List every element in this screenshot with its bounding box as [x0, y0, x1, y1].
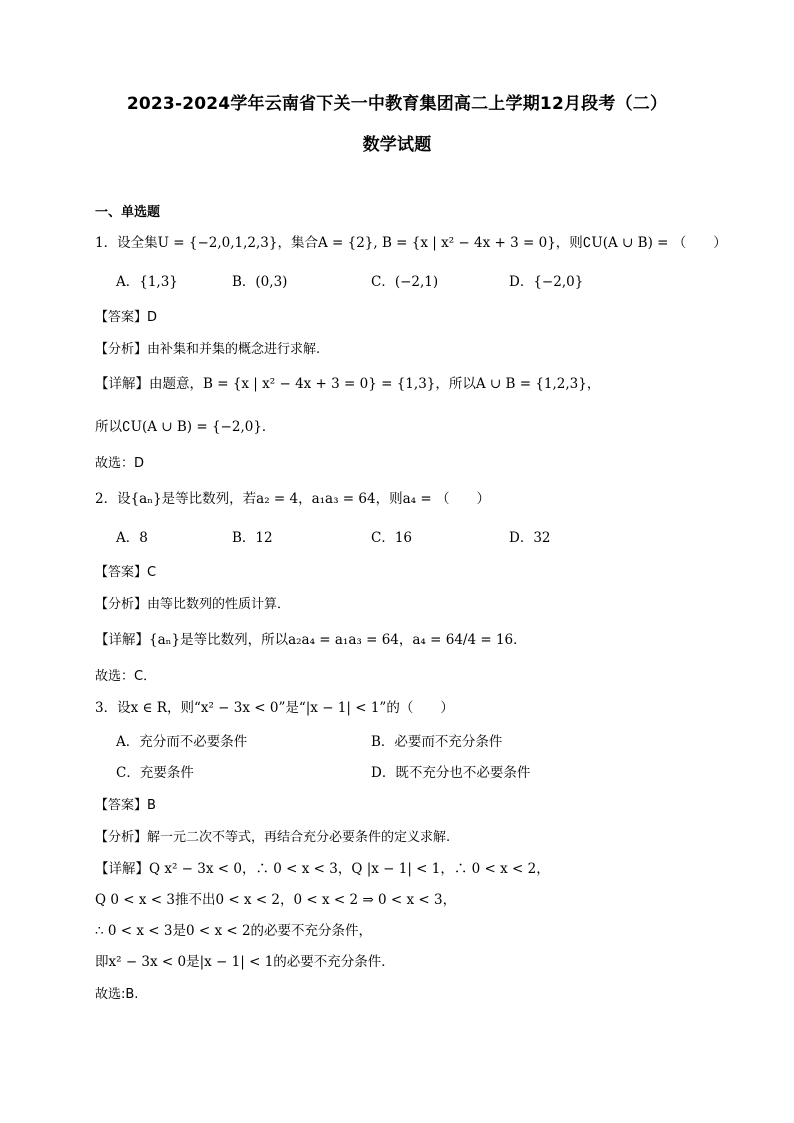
- q3-option-d: D．既不充分也不必要条件: [371, 765, 531, 781]
- section-heading: 一、单选题: [95, 205, 161, 220]
- q2-option-d: D．32: [509, 530, 551, 546]
- q1-detail-line-1: 【详解】由题意，B = {x | x² − 4x + 3 = 0} = {1,3}，所以A ∪ B = {1,2,3}，: [95, 376, 601, 392]
- q1-option-a: A．{1,3}: [116, 274, 178, 290]
- q2-option-a: A．8: [116, 530, 148, 546]
- q1-choice: 故选：D: [95, 456, 145, 471]
- q1-option-b: B．(0,3): [232, 274, 288, 290]
- q3-option-a: A．充分而不必要条件: [116, 734, 248, 750]
- q2-analysis: 【分析】由等比数列的性质计算．: [95, 597, 291, 612]
- exam-title: 2023-2024学年云南省下关一中教育集团高二上学期12月段考（二）: [126, 94, 668, 114]
- q1-option-d: D．{−2,0}: [509, 274, 584, 290]
- q1-option-c: C．(−2,1): [371, 274, 439, 290]
- q3-analysis: 【分析】解一元二次不等式，再结合充分必要条件的定义求解.: [95, 830, 451, 845]
- q3-detail-line-1: 【详解】Q x² − 3x < 0，∴ 0 < x < 3，Q |x − 1| < 1，∴ 0 < x < 2，: [95, 861, 550, 877]
- q2-detail-line-1: 【详解】{aₙ}是等比数列，所以a₂a₄ = a₁a₃ = 64，a₄ = 64/4 = 16．: [95, 632, 527, 648]
- q3-answer: 【答案】B: [95, 798, 156, 813]
- q1-answer: 【答案】D: [95, 310, 158, 325]
- q3-detail-line-4: 即x² − 3x < 0是|x − 1| < 1的必要不充分条件．: [95, 954, 395, 970]
- q3-detail-line-3: ∴ 0 < x < 3是0 < x < 2的必要不充分条件，: [95, 923, 373, 939]
- question-1-stem: 1．设全集U = {−2,0,1,2,3}，集合A = {2}, B = {x | x² − 4x + 3 = 0}，则∁U(A ∪ B) = （ ）: [95, 235, 727, 251]
- exam-subtitle: 数学试题: [362, 135, 432, 155]
- q1-analysis: 【分析】由补集和并集的概念进行求解.: [95, 342, 321, 357]
- q2-choice: 故选：C．: [95, 669, 157, 684]
- q3-option-c: C．充要条件: [116, 765, 194, 781]
- q2-answer: 【答案】C: [95, 565, 157, 580]
- q3-choice: 故选:B.: [95, 987, 139, 1002]
- q3-detail-line-2: Q 0 < x < 3推不出0 < x < 2，0 < x < 2 ⇒ 0 < x < 3，: [95, 892, 457, 908]
- q2-option-c: C．16: [371, 530, 413, 546]
- q1-detail-line-2: 所以∁U(A ∪ B) = {−2,0}．: [95, 419, 276, 435]
- question-2-stem: 2．设{aₙ}是等比数列，若a₂ = 4，a₁a₃ = 64，则a₄ = （ ）: [95, 491, 490, 507]
- q3-option-b: B．必要而不充分条件: [371, 734, 503, 750]
- q2-option-b: B．12: [232, 530, 273, 546]
- question-3-stem: 3．设x ∈ R，则“x² − 3x < 0”是“|x − 1| < 1”的（ ）: [95, 700, 454, 716]
